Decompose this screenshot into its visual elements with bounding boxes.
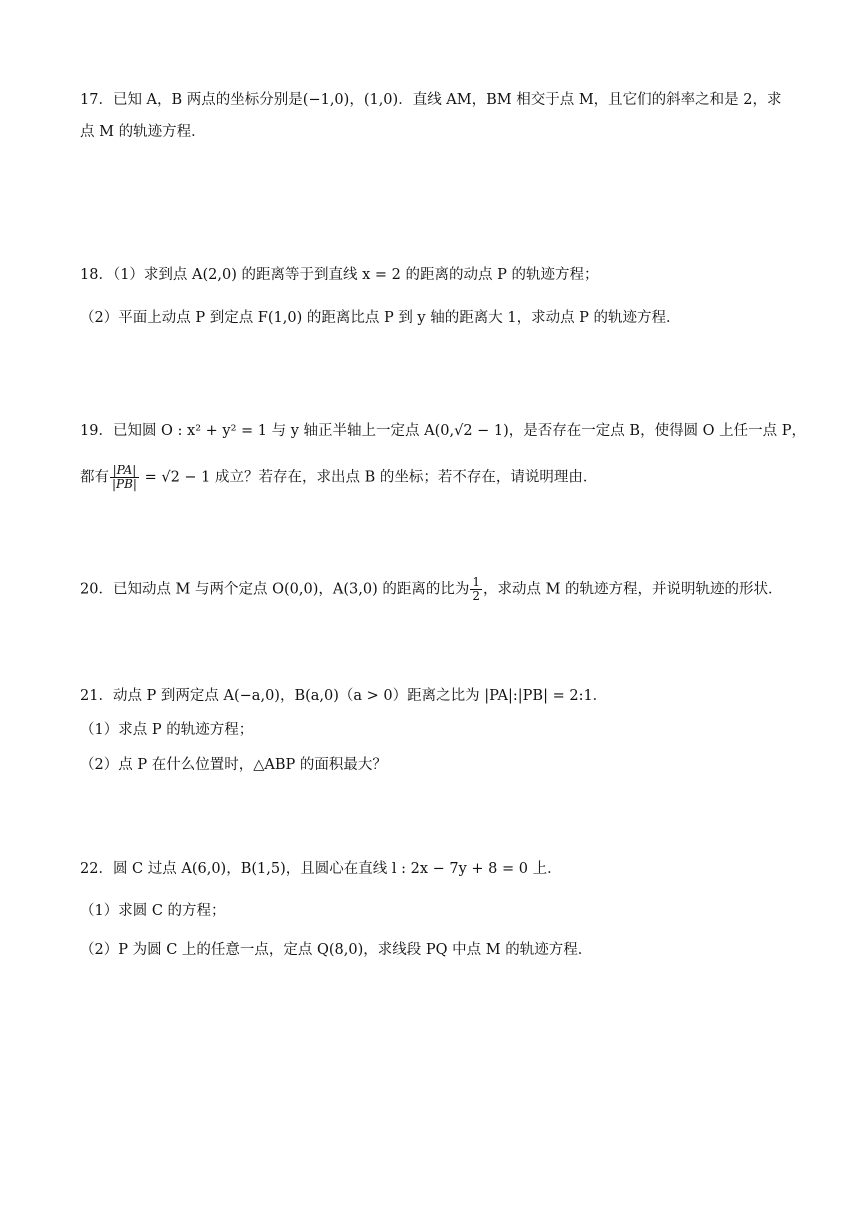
fraction-denominator: |PB| [112,477,137,491]
problem-19-line-2-suffix: = √2 − 1 成立？若存在，求出点 B 的坐标；若不存在，请说明理由． [139,469,598,486]
problem-21-line-3: （2）点 P 在什么位置时，△ABP 的面积最大？ [80,757,387,773]
fraction-numerator: |PA| [110,464,139,478]
fraction-numerator: 1 [472,575,480,589]
ratio-fraction [470,576,482,603]
problem-20-line-1 [80,576,800,603]
ratio-fraction [110,464,139,491]
problem-21-line-2: （1）求点 P 的轨迹方程； [80,722,254,738]
problem-18-line-1: 18．（1）求到点 A(2,0) 的距离等于到直线 x = 2 的距离的动点 P 的轨迹方程； [80,267,599,283]
problem-21-line-1: 21．动点 P 到两定点 A(−a,0)，B(a,0)（a > 0）距离之比为 |PA|:|PB| = 2:1． [80,688,608,704]
problem-18-line-2: （2）平面上动点 P 到定点 F(1,0) 的距离比点 P 到 y 轴的距离大 1，求动点 P 的轨迹方程． [80,310,681,326]
problem-19-line-2 [80,464,800,491]
problem-19-line-1: 19．已知圆 O : x² + y² = 1 与 y 轴正半轴上一定点 A(0,√2 − 1)，是否存在一定点 B，使得圆 O 上任一点 P， [80,423,807,439]
problem-20-suffix: ，求动点 M 的轨迹方程，并说明轨迹的形状． [482,581,783,598]
problem-20-prefix: 20．已知动点 M 与两个定点 O(0,0)，A(3,0) 的距离的比为 [80,581,470,598]
problem-22-line-2: （1）求圆 C 的方程； [80,903,226,919]
problem-22-line-1: 22．圆 C 过点 A(6,0)，B(1,5)，且圆心在直线 l : 2x − 7y + 8 = 0 上． [80,861,562,877]
problem-19-line-2-prefix: 都有 [80,469,109,486]
problem-17-line-2: 点 M 的轨迹方程． [80,124,206,140]
fraction-denominator: 2 [472,589,480,603]
problem-17-line-1: 17．已知 A，B 两点的坐标分别是(−1,0)，(1,0)．直线 AM，BM 相交于点 M，且它们的斜率之和是 2，求 [80,92,782,108]
problem-22-line-3: （2）P 为圆 C 上的任意一点，定点 Q(8,0)，求线段 PQ 中点 M 的轨迹方程． [80,942,593,958]
